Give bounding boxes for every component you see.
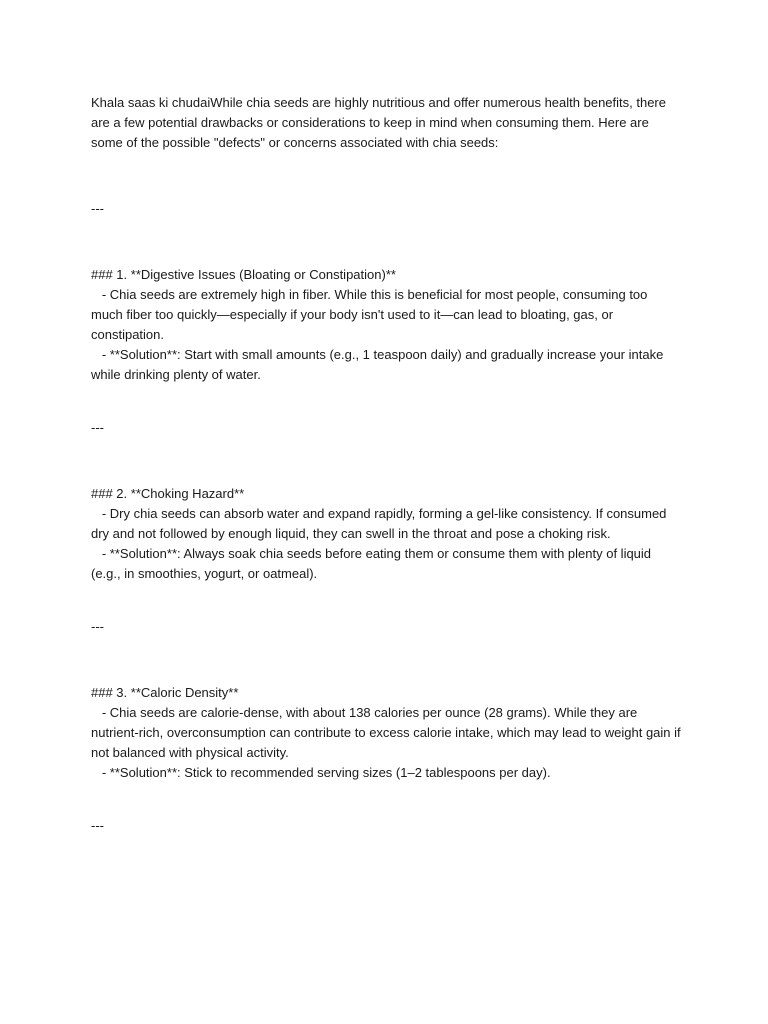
separator: --- bbox=[91, 420, 104, 435]
spacer bbox=[91, 637, 681, 683]
document-body bbox=[91, 93, 685, 836]
section-point: - Chia seeds are calorie-dense, with about 138 calories per ounce (28 grams). While they are nutrient-rich, overconsumption can contribute to excess calorie intake, which may lead to weight gain if not balanced with physical activity. bbox=[91, 705, 685, 760]
spacer bbox=[91, 438, 681, 484]
section-solution: - **Solution**: Always soak chia seeds before eating them or consume them with plenty of liquid (e.g., in smoothies, yogurt, or oatmeal). bbox=[91, 546, 655, 581]
separator: --- bbox=[91, 201, 104, 216]
section-point: - Chia seeds are extremely high in fiber. While this is beneficial for most people, consuming too much fiber too quickly—especially if your body isn't used to it—can lead to bloating, gas, or constipation. bbox=[91, 287, 652, 342]
separator: --- bbox=[91, 818, 104, 833]
spacer bbox=[91, 153, 681, 199]
spacer bbox=[91, 219, 681, 265]
separator: --- bbox=[91, 619, 104, 634]
section-solution: - **Solution**: Start with small amounts (e.g., 1 teaspoon daily) and gradually increase your intake while drinking plenty of water. bbox=[91, 347, 667, 382]
spacer bbox=[91, 385, 681, 418]
spacer bbox=[91, 783, 681, 816]
section-solution: - **Solution**: Stick to recommended serving sizes (1–2 tablespoons per day). bbox=[91, 765, 551, 780]
spacer bbox=[91, 584, 681, 617]
section-heading: ### 2. **Choking Hazard** bbox=[91, 486, 245, 501]
section-heading: ### 3. **Caloric Density** bbox=[91, 685, 239, 700]
section-point: - Dry chia seeds can absorb water and expand rapidly, forming a gel-like consistency. If consumed dry and not followed by enough liquid, they can swell in the throat and pose a choking risk. bbox=[91, 506, 671, 541]
section-heading: ### 1. **Digestive Issues (Bloating or Constipation)** bbox=[91, 267, 396, 282]
intro-paragraph: Khala saas ki chudaiWhile chia seeds are highly nutritious and offer numerous health benefits, there are a few potential drawbacks or considerations to keep in mind when consuming them. Here are some of the possible "defects" or concerns associated with chia seeds: bbox=[91, 95, 670, 150]
